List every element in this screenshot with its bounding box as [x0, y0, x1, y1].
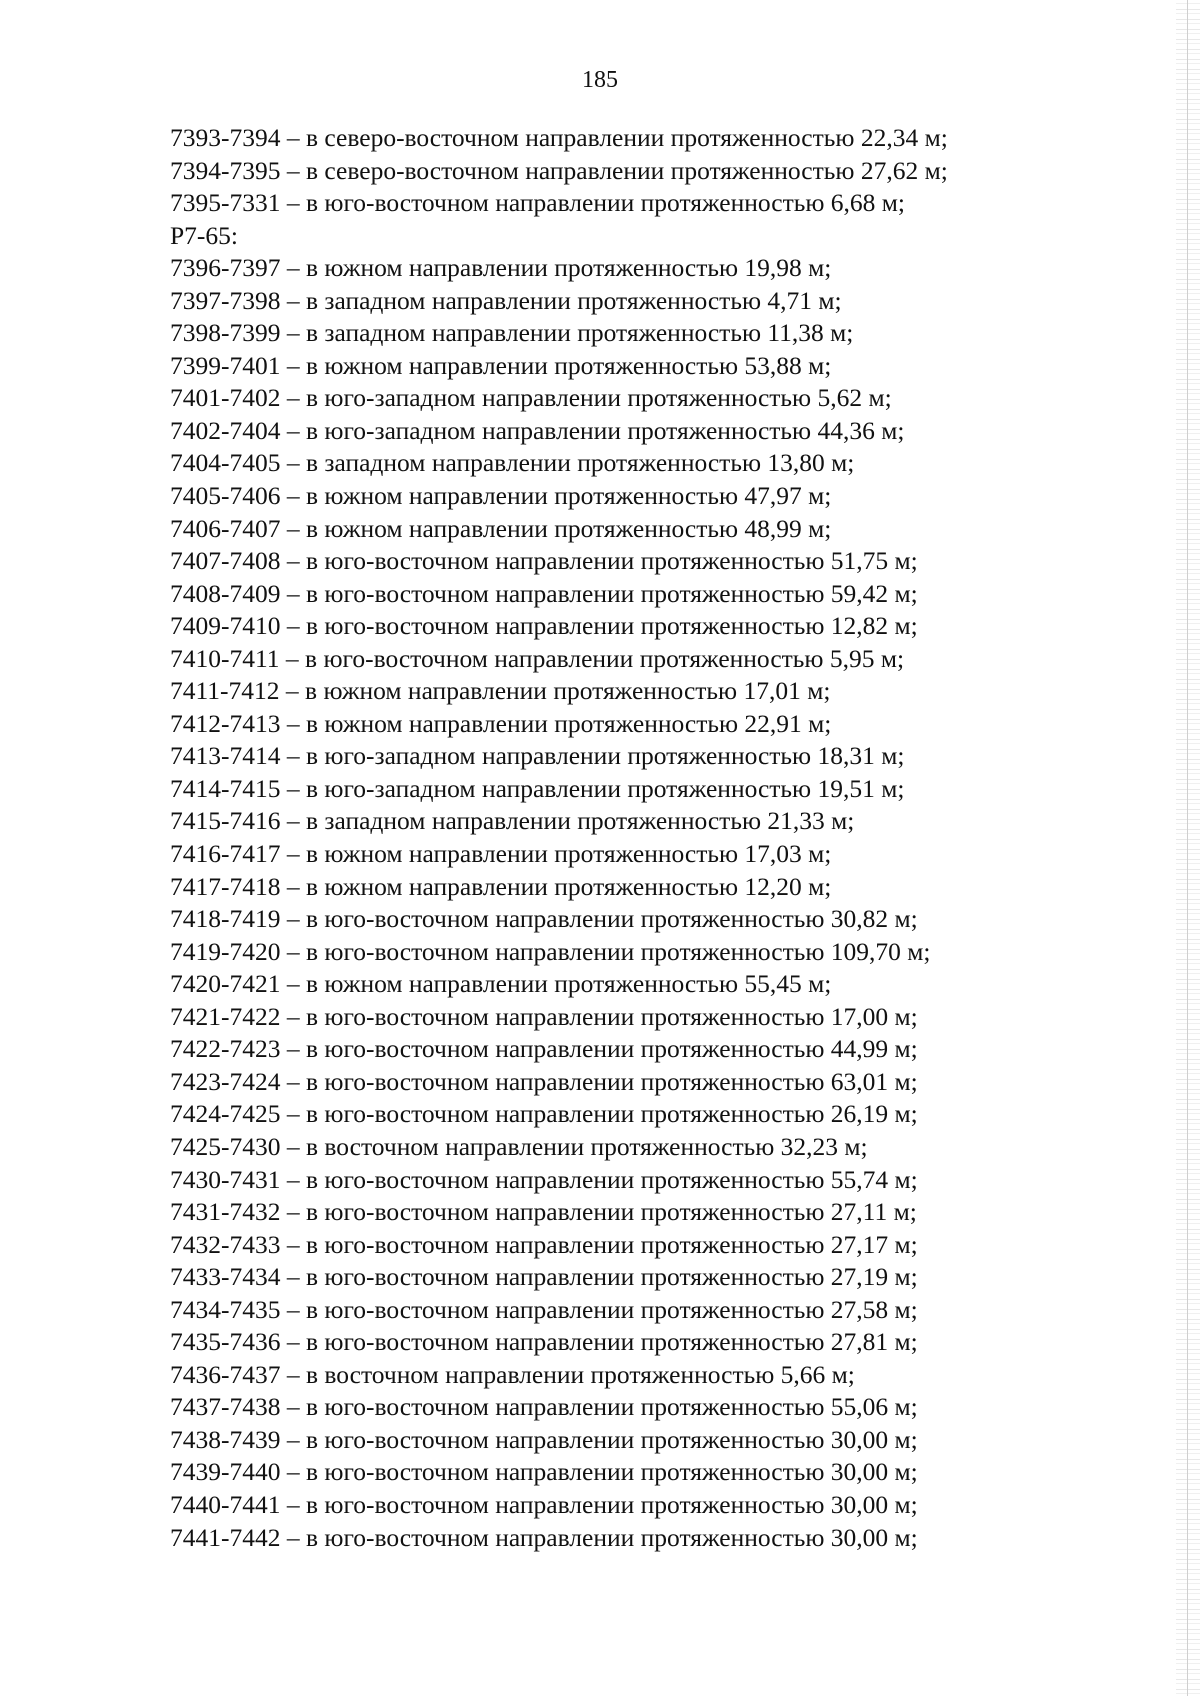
scan-edge-texture — [1176, 0, 1200, 1696]
list-item: 7416-7417 – в южном направлении протяженностью 17,03 м; — [170, 839, 832, 869]
list-item: 7393-7394 – в северо-восточном направлении протяженностью 22,34 м; — [170, 123, 948, 152]
list-item: 7424-7425 – в юго-восточном направлении протяженностью 26,19 м; — [170, 1099, 918, 1129]
list-item: 7422-7423 – в юго-восточном направлении протяженностью 44,99 м; — [170, 1034, 918, 1064]
list-item: 7406-7407 – в южном направлении протяженностью 48,99 м; — [170, 513, 832, 543]
list-item: 7417-7418 – в южном направлении протяженностью 12,20 м; — [170, 871, 832, 901]
list-item: 7432-7433 – в юго-восточном направлении протяженностью 27,17 м; — [170, 1229, 918, 1259]
list-item: 7423-7424 – в юго-восточном направлении протяженностью 63,01 м; — [170, 1066, 918, 1096]
list-item: 7407-7408 – в юго-восточном направлении протяженностью 51,75 м; — [170, 546, 918, 576]
scan-edge-line — [1187, 0, 1188, 1696]
list-item: 7398-7399 – в западном направлении протяженностью 11,38 м; — [170, 318, 854, 348]
list-item: 7408-7409 – в юго-восточном направлении протяженностью 59,42 м; — [170, 578, 918, 608]
list-item: 7413-7414 – в юго-западном направлении протяженностью 18,31 м; — [170, 741, 905, 771]
list-item: 7405-7406 – в южном направлении протяженностью 47,97 м; — [170, 481, 832, 511]
list-item: 7419-7420 – в юго-восточном направлении протяженностью 109,70 м; — [170, 936, 931, 966]
list-item: 7436-7437 – в восточном направлении протяженностью 5,66 м; — [170, 1359, 855, 1389]
list-item: 7418-7419 – в юго-восточном направлении протяженностью 30,82 м; — [170, 904, 918, 934]
section-heading: Р7-65: — [170, 220, 239, 250]
list-item: 7435-7436 – в юго-восточном направлении протяженностью 27,81 м; — [170, 1327, 918, 1357]
list-item: 7441-7442 – в юго-восточном направлении протяженностью 30,00 м; — [170, 1522, 918, 1552]
list-item: 7421-7422 – в юго-восточном направлении протяженностью 17,00 м; — [170, 1001, 918, 1031]
list-item: 7437-7438 – в юго-восточном направлении протяженностью 55,06 м; — [170, 1392, 918, 1422]
list-item: 7425-7430 – в восточном направлении протяженностью 32,23 м; — [170, 1131, 868, 1161]
list-item: 7440-7441 – в юго-восточном направлении протяженностью 30,00 м; — [170, 1489, 918, 1519]
list-item: 7439-7440 – в юго-восточном направлении протяженностью 30,00 м; — [170, 1457, 918, 1487]
boundary-segment-list — [170, 122, 1070, 1554]
list-item: 7430-7431 – в юго-восточном направлении протяженностью 55,74 м; — [170, 1164, 918, 1194]
list-item: 7431-7432 – в юго-восточном направлении протяженностью 27,11 м; — [170, 1197, 917, 1227]
list-item: 7397-7398 – в западном направлении протяженностью 4,71 м; — [170, 285, 842, 315]
list-item: 7410-7411 – в юго-восточном направлении протяженностью 5,95 м; — [170, 643, 905, 673]
list-item: 7415-7416 – в западном направлении протяженностью 21,33 м; — [170, 806, 855, 836]
list-item: 7438-7439 – в юго-восточном направлении протяженностью 30,00 м; — [170, 1424, 918, 1454]
list-item: 7409-7410 – в юго-восточном направлении протяженностью 12,82 м; — [170, 611, 918, 641]
list-item: 7402-7404 – в юго-западном направлении протяженностью 44,36 м; — [170, 415, 905, 445]
list-item: 7401-7402 – в юго-западном направлении протяженностью 5,62 м; — [170, 383, 892, 413]
page-number: 185 — [582, 67, 618, 93]
list-item: 7414-7415 – в юго-западном направлении протяженностью 19,51 м; — [170, 773, 905, 803]
list-item: 7412-7413 – в южном направлении протяженностью 22,91 м; — [170, 708, 832, 738]
list-item: 7396-7397 – в южном направлении протяженностью 19,98 м; — [170, 253, 832, 283]
list-item: 7404-7405 – в западном направлении протяженностью 13,80 м; — [170, 448, 855, 478]
list-item: 7434-7435 – в юго-восточном направлении протяженностью 27,58 м; — [170, 1294, 918, 1324]
list-item: 7433-7434 – в юго-восточном направлении протяженностью 27,19 м; — [170, 1262, 918, 1292]
list-item: 7395-7331 – в юго-восточном направлении протяженностью 6,68 м; — [170, 188, 906, 218]
list-item: 7420-7421 – в южном направлении протяженностью 55,45 м; — [170, 969, 832, 999]
list-item: 7394-7395 – в северо-восточном направлении протяженностью 27,62 м; — [170, 155, 948, 185]
list-item: 7399-7401 – в южном направлении протяженностью 53,88 м; — [170, 350, 832, 380]
list-item: 7411-7412 – в южном направлении протяженностью 17,01 м; — [170, 676, 831, 706]
